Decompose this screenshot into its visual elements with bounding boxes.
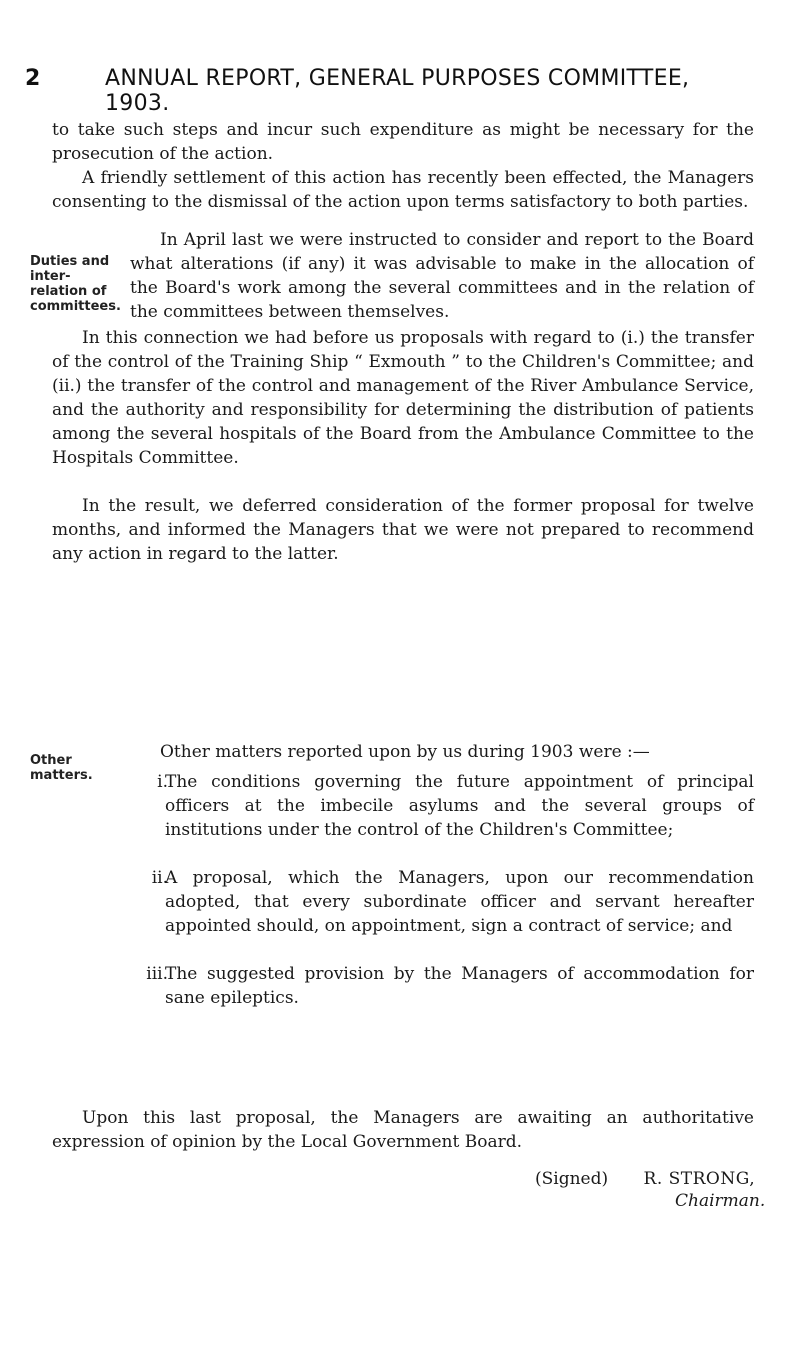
paragraph-5: In the result, we deferred consideration of the former proposal for twelve months, and informed the Managers that we were not prepared to recommend any action in regard to the latter. — [52, 496, 754, 564]
signatory-name: R. STRONG, — [643, 1169, 756, 1189]
signatory-role: Chairman. — [675, 1191, 766, 1211]
paragraph-6: Other matters reported upon by us during 1903 were :— — [160, 742, 650, 762]
list-item-number: iii. — [146, 964, 168, 984]
list-item-number: ii. — [151, 868, 168, 888]
signature-line — [535, 1167, 755, 1191]
list-item — [146, 962, 754, 1010]
paragraph-4: In this connection we had before us proposals with regard to (i.) the transfer of the control of the Training Ship “ Exmouth ” to the Children's Committee; and (ii.) the transfer of the control and management of the River Ambulance Service, and the authority and responsibility for determining the distribution of patients among the several hospitals of the Board from the Ambulance Committee to the Hospitals Committee. — [52, 328, 754, 468]
margin-note-other-matters: Other matters. — [30, 753, 93, 783]
page-header — [25, 66, 715, 116]
running-title: ANNUAL REPORT, GENERAL PURPOSES COMMITTEE, 1903. — [105, 66, 690, 116]
list-item-text: A proposal, which the Managers, upon our recommendation adopted, that every subordinate officer and servant hereafter appointed should, on appointment, sign a contract of service; and — [165, 868, 754, 936]
list-item — [151, 866, 754, 938]
list-item — [157, 770, 754, 842]
paragraph-1: to take such steps and incur such expenditure as might be necessary for the prosecution of the action. — [52, 120, 754, 164]
paragraph-7: Upon this last proposal, the Managers are awaiting an authoritative expression of opinion by the Local Government Board. — [52, 1108, 754, 1152]
list-item-number: i. — [157, 772, 168, 792]
paragraph-3: In April last we were instructed to consider and report to the Board what alterations (if any) it was advisable to make in the allocation of the Board's work among the several committees and in the relation of the committees between themselves. — [130, 230, 754, 322]
margin-note-duties: Duties and inter- relation of committees. — [30, 254, 121, 314]
list-item-text: The suggested provision by the Managers of accommodation for sane epileptics. — [165, 964, 754, 1008]
list-item-text: The conditions governing the future appointment of principal officers at the imbecile asylums and the several groups of institutions under the control of the Children's Committee; — [165, 772, 754, 840]
paragraph-2: A friendly settlement of this action has recently been effected, the Managers consenting to the dismissal of the action upon terms satisfactory to both parties. — [52, 168, 754, 212]
signed-label: (Signed) — [535, 1169, 609, 1189]
page-number: 2 — [25, 66, 41, 91]
